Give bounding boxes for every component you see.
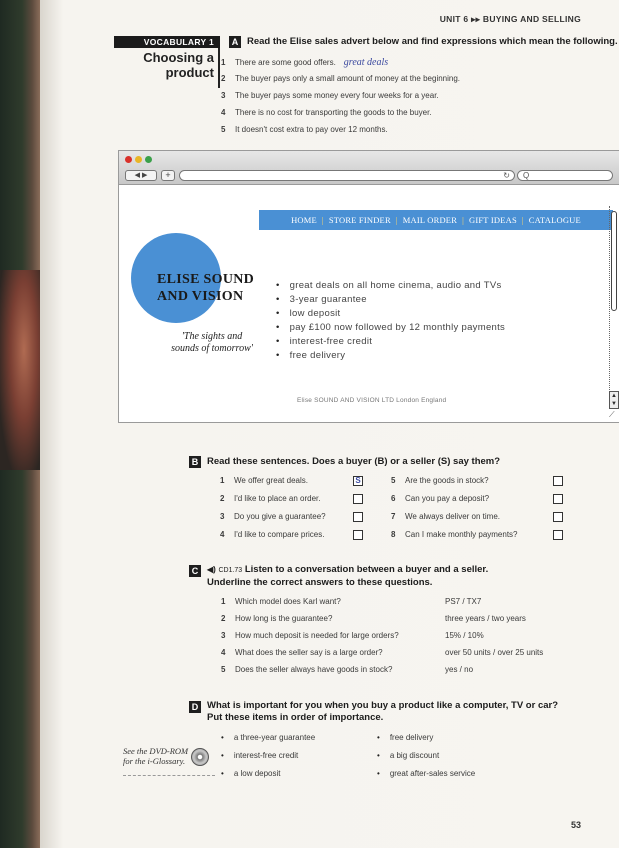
tagline-line2: sounds of tomorrow' xyxy=(171,343,253,354)
section-d-instruction xyxy=(207,700,558,724)
feature-item: • interest-free credit xyxy=(276,335,505,349)
answer-checkbox xyxy=(353,494,363,504)
item-text: We offer great deals. xyxy=(234,476,308,485)
item-number: 5 xyxy=(391,476,396,485)
scrollbar-thumb xyxy=(611,211,617,311)
section-c-instruction xyxy=(207,564,488,589)
back-forward-buttons: ◀ ▶ xyxy=(125,170,157,181)
maximize-dot-icon xyxy=(145,156,152,163)
feature-item: • low deposit xyxy=(276,307,505,321)
feature-item: • 3-year guarantee xyxy=(276,293,505,307)
answer-options: yes / no xyxy=(445,665,474,674)
lesson-title-line2: product xyxy=(165,65,214,80)
section-c-item xyxy=(221,648,383,657)
feature-list xyxy=(276,279,505,363)
section-c-item xyxy=(221,665,392,674)
item-text: There are some good offers. xyxy=(235,58,336,67)
title-divider xyxy=(218,48,220,88)
feature-item: • free delivery xyxy=(276,349,505,363)
answer-checkbox xyxy=(553,512,563,522)
section-d-item xyxy=(221,733,315,742)
item-text: Which model does Karl want? xyxy=(235,597,341,606)
item-text: a big discount xyxy=(389,751,440,760)
item-text: Can you pay a deposit? xyxy=(405,494,490,503)
item-number: 1 xyxy=(221,58,226,67)
item-number: 4 xyxy=(221,108,226,117)
section-c-line2: Underline the correct answers to these questions. xyxy=(207,577,433,588)
adjacent-page-photo xyxy=(0,270,40,470)
item-number: 5 xyxy=(221,665,226,674)
item-number: 2 xyxy=(220,494,225,503)
textbook-page xyxy=(40,0,619,848)
item-number: 1 xyxy=(221,597,226,606)
item-text: Does the seller always have goods in stock? xyxy=(235,665,393,674)
section-b-item xyxy=(391,476,489,485)
bullet-icon: • xyxy=(221,769,224,778)
section-c-item xyxy=(221,631,399,640)
site-navigation xyxy=(259,210,613,230)
item-text: great after-sales service xyxy=(389,769,476,778)
feature-item: • great deals on all home cinema, audio and TVs xyxy=(276,279,505,293)
section-a-item xyxy=(221,74,460,83)
section-d-badge: D xyxy=(189,701,201,713)
answer-options: 15% / 10% xyxy=(445,631,484,640)
resize-handle-icon: ⟋ xyxy=(609,410,615,419)
item-text: What does the seller say is a large order? xyxy=(235,648,383,657)
section-d-line2: Put these items in order of importance. xyxy=(207,712,384,723)
audio-track: CD1.73 xyxy=(218,567,243,574)
section-b-instruction: Read these sentences. Does a buyer (B) or a seller (S) say them? xyxy=(207,456,501,467)
section-a-badge: A xyxy=(229,36,241,48)
item-text: interest-free credit xyxy=(233,751,299,760)
dvd-note xyxy=(123,746,188,766)
item-text: How much deposit is needed for large orders? xyxy=(235,631,399,640)
item-number: 1 xyxy=(220,476,225,485)
menu-item-home: HOME xyxy=(291,215,317,225)
menu-separator: | xyxy=(462,215,464,225)
menu-item-gift-ideas: GIFT IDEAS xyxy=(468,215,517,225)
dvd-note-line1: See the DVD-ROM xyxy=(123,746,189,756)
bullet-icon: • xyxy=(377,769,380,778)
bullet-icon: • xyxy=(221,733,224,742)
store-logo xyxy=(157,271,254,305)
item-number: 5 xyxy=(221,125,226,134)
item-text: How long is the guarantee? xyxy=(235,614,333,623)
lesson-title xyxy=(114,50,214,80)
item-number: 3 xyxy=(221,91,226,100)
vocabulary-tag: VOCABULARY 1 xyxy=(114,36,220,48)
minimize-dot-icon xyxy=(135,156,142,163)
answer-checkbox xyxy=(553,494,563,504)
section-c-item xyxy=(221,597,341,606)
page-number: 53 xyxy=(570,820,581,830)
section-d-line1: What is important for you when you buy a product like a computer, TV or car? xyxy=(207,700,559,711)
item-number: 4 xyxy=(221,648,226,657)
item-text: a low deposit xyxy=(233,769,281,778)
section-a-item xyxy=(221,108,432,117)
answer-checkbox xyxy=(353,530,363,540)
reload-icon: ↻ xyxy=(503,171,510,180)
item-text: Can I make monthly payments? xyxy=(405,530,518,539)
menu-separator: | xyxy=(321,215,324,225)
logo-line1: ELISE SOUND xyxy=(157,272,255,287)
item-number: 2 xyxy=(221,614,226,623)
section-c-badge: C xyxy=(189,565,201,577)
section-a-item xyxy=(221,57,388,68)
item-text: I'd like to place an order. xyxy=(234,494,321,503)
answer-checkbox xyxy=(553,530,563,540)
answer-options: over 50 units / over 25 units xyxy=(445,648,544,657)
item-text: We always deliver on time. xyxy=(405,512,500,521)
section-a-item xyxy=(221,91,439,100)
address-bar xyxy=(179,170,515,181)
answer-options: PS7 / TX7 xyxy=(445,597,482,606)
item-text: There is no cost for transporting the goods to the buyer. xyxy=(235,108,432,117)
section-d-item xyxy=(377,733,433,742)
search-icon: Q xyxy=(523,171,530,180)
dvd-note-line2: for the i-Glossary. xyxy=(123,756,186,766)
answer-checkbox: S xyxy=(353,476,363,486)
close-dot-icon xyxy=(125,156,132,163)
browser-toolbar xyxy=(119,151,619,185)
store-tagline xyxy=(157,331,267,355)
answer-checkbox xyxy=(553,476,563,486)
item-number: 7 xyxy=(391,512,396,521)
item-text: Do you give a guarantee? xyxy=(234,512,326,521)
dvd-icon xyxy=(191,748,209,766)
section-d-item xyxy=(377,751,439,760)
audio-icon: ◀) xyxy=(207,565,216,574)
section-b-item xyxy=(391,530,518,539)
answer-options: three years / two years xyxy=(445,614,526,623)
item-number: 3 xyxy=(220,512,225,521)
section-b-item xyxy=(220,494,320,503)
item-text: It doesn't cost extra to pay over 12 months. xyxy=(235,125,388,134)
section-b-item xyxy=(220,530,324,539)
section-d-item xyxy=(377,769,475,778)
dvd-divider xyxy=(123,775,215,776)
item-text: I'd like to compare prices. xyxy=(234,530,325,539)
item-text: The buyer pays some money every four weeks for a year. xyxy=(235,91,439,100)
section-d-item xyxy=(221,769,281,778)
section-b-item xyxy=(391,494,489,503)
answer-checkbox xyxy=(353,512,363,522)
bullet-icon: • xyxy=(377,751,380,760)
section-b-item xyxy=(391,512,500,521)
item-text: free delivery xyxy=(389,733,434,742)
unit-header: UNIT 6 ▸▸ BUYING AND SELLING xyxy=(439,14,581,24)
item-text: The buyer pays only a small amount of money at the beginning. xyxy=(235,74,461,83)
section-a-instruction: Read the Elise sales advert below and find expressions which mean the following. xyxy=(247,36,618,47)
menu-separator: | xyxy=(395,215,398,225)
logo-line2: AND VISION xyxy=(157,289,244,304)
bullet-icon: • xyxy=(377,733,380,742)
advert-footer: Elise SOUND AND VISION LTD London England xyxy=(297,397,447,404)
item-number: 4 xyxy=(220,530,225,539)
search-field xyxy=(517,170,613,181)
section-b-item xyxy=(220,476,308,485)
section-c-item xyxy=(221,614,332,623)
item-text: a three-year guarantee xyxy=(233,733,316,742)
add-tab-button: + xyxy=(161,170,175,181)
bullet-icon: • xyxy=(221,751,224,760)
item-number: 3 xyxy=(221,631,226,640)
feature-item: • pay £100 now followed by 12 monthly payments xyxy=(276,321,505,335)
menu-item-catalogue: CATALOGUE xyxy=(528,215,581,225)
section-a-item xyxy=(221,125,388,134)
section-d-item xyxy=(221,751,298,760)
advert-browser-window xyxy=(118,150,619,423)
item-number: 8 xyxy=(391,530,396,539)
item-text: Are the goods in stock? xyxy=(405,476,489,485)
menu-separator: | xyxy=(521,215,524,225)
section-b-badge: B xyxy=(189,456,201,468)
scroll-arrows-icon: ▲ ▼ xyxy=(609,391,619,409)
menu-item-store-finder: STORE FINDER xyxy=(328,215,391,225)
handwritten-answer: great deals xyxy=(343,57,389,68)
item-number: 2 xyxy=(221,74,226,83)
section-b-item xyxy=(220,512,326,521)
menu-item-mail-order: MAIL ORDER xyxy=(402,215,458,225)
lesson-title-line1: Choosing a xyxy=(143,50,214,65)
item-number: 6 xyxy=(391,494,396,503)
tagline-line1: 'The sights and xyxy=(181,331,243,342)
section-c-line1: Listen to a conversation between a buyer and a seller. xyxy=(244,564,489,575)
